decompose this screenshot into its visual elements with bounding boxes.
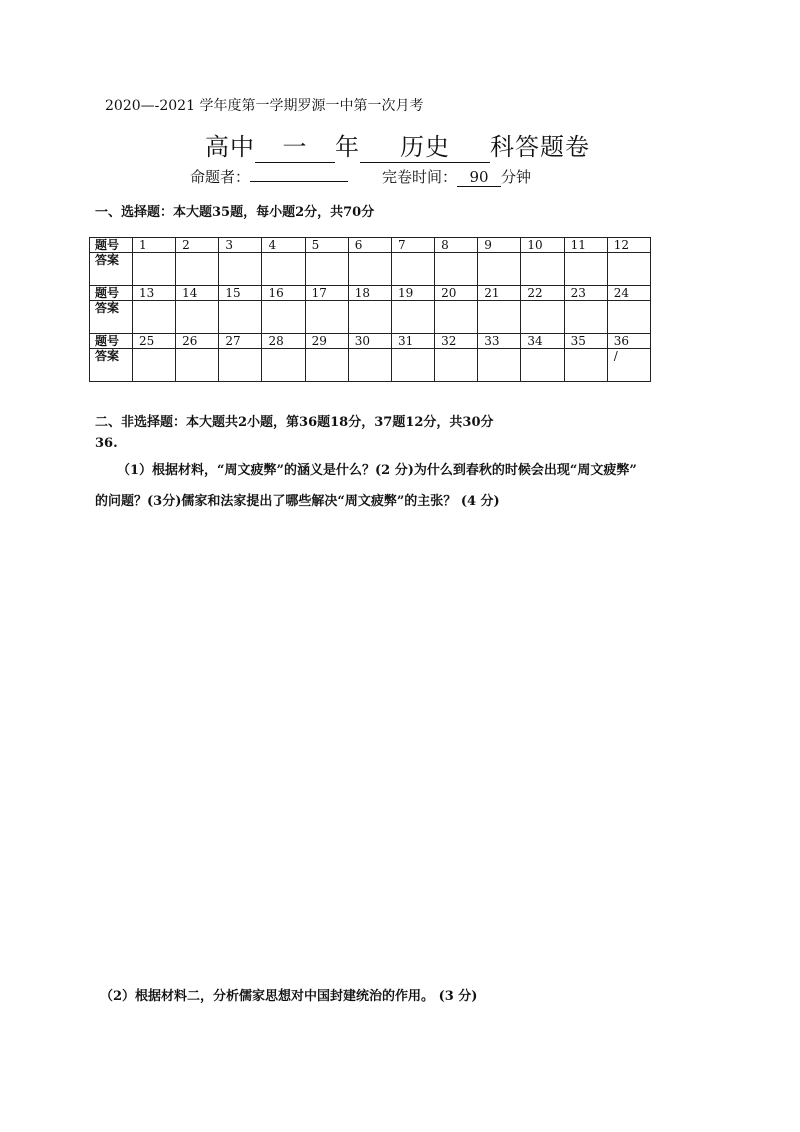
question-36-part1-text: （1）根据材料，“周文疲弊”的涵义是什么？(2 分)为什么到春秋的时候会出现“周文疲弊” (117, 463, 637, 478)
question-number-cell: 27 (219, 334, 262, 349)
page-title (205, 127, 590, 163)
answer-cell[interactable] (435, 253, 478, 286)
question-number-cell: 20 (435, 286, 478, 301)
answer-cell[interactable] (478, 349, 521, 382)
answer-cell[interactable] (478, 301, 521, 334)
question-36-part1-text-cont: 的问题？(3分)儒家和法家提出了哪些解决“周文疲弊”的主张？ (4 分) (95, 494, 500, 509)
question-number-cell: 31 (391, 334, 434, 349)
grid-number-row (90, 334, 651, 349)
question-number-cell: 8 (435, 238, 478, 253)
question-number-cell: 16 (262, 286, 305, 301)
section-1-heading: 一、选择题：本大题35题，每小题2分，共70分 (95, 205, 375, 220)
question-number-cell: 35 (564, 334, 607, 349)
answer-cell[interactable] (564, 301, 607, 334)
question-number-cell: 28 (262, 334, 305, 349)
grid-number-row (90, 286, 651, 301)
answer-cell[interactable] (348, 253, 391, 286)
question-number-cell: 29 (305, 334, 348, 349)
question-number-cell: 19 (391, 286, 434, 301)
answer-cell[interactable] (391, 253, 434, 286)
answer-label: 答案 (90, 301, 133, 334)
answer-cell[interactable] (262, 253, 305, 286)
answer-grid (89, 237, 651, 382)
question-number-cell: 21 (478, 286, 521, 301)
question-number-cell: 11 (564, 238, 607, 253)
question-number-cell: 12 (607, 238, 650, 253)
answer-cell[interactable] (305, 349, 348, 382)
answer-label: 答案 (90, 349, 133, 382)
answer-cell[interactable] (219, 301, 262, 334)
author-field (250, 181, 348, 182)
answer-cell[interactable] (607, 301, 650, 334)
question-number-cell: 18 (348, 286, 391, 301)
grid-answer-row (90, 349, 651, 382)
grade-field: 一 (255, 134, 335, 163)
answer-cell[interactable] (305, 301, 348, 334)
answer-label: 答案 (90, 253, 133, 286)
answer-cell[interactable] (435, 349, 478, 382)
question-number-cell: 9 (478, 238, 521, 253)
answer-cell[interactable] (564, 253, 607, 286)
question-number-cell: 14 (176, 286, 219, 301)
question-number-cell: 3 (219, 238, 262, 253)
question-number-cell: 22 (521, 286, 564, 301)
title-suffix: 科答题卷 (490, 133, 590, 161)
answer-cell[interactable] (133, 349, 176, 382)
question-number-label: 题号 (90, 334, 133, 349)
title-year: 年 (335, 133, 360, 161)
subject-field: 历史 (360, 134, 490, 163)
answer-cell[interactable] (521, 349, 564, 382)
answer-cell[interactable] (435, 301, 478, 334)
answer-cell[interactable] (176, 253, 219, 286)
question-number-cell: 36 (607, 334, 650, 349)
answer-cell[interactable] (564, 349, 607, 382)
answer-cell[interactable] (521, 301, 564, 334)
grid-number-row (90, 238, 651, 253)
title-prefix: 高中 (205, 133, 255, 161)
answer-cell[interactable] (176, 301, 219, 334)
answer-cell[interactable] (133, 253, 176, 286)
time-field: 90 (457, 169, 501, 187)
answer-cell[interactable] (133, 301, 176, 334)
question-number-cell: 10 (521, 238, 564, 253)
question-number-cell: 25 (133, 334, 176, 349)
answer-cell[interactable] (391, 301, 434, 334)
answer-cell[interactable]: / (607, 349, 650, 382)
answer-cell[interactable] (219, 349, 262, 382)
question-number-cell: 34 (521, 334, 564, 349)
question-number-cell: 23 (564, 286, 607, 301)
question-number-label: 题号 (90, 286, 133, 301)
answer-cell[interactable] (478, 253, 521, 286)
question-number-cell: 7 (391, 238, 434, 253)
question-number-cell: 2 (176, 238, 219, 253)
answer-cell[interactable] (262, 349, 305, 382)
answer-cell[interactable] (391, 349, 434, 382)
answer-cell[interactable] (348, 301, 391, 334)
answer-cell[interactable] (176, 349, 219, 382)
question-number-cell: 30 (348, 334, 391, 349)
question-number-cell: 17 (305, 286, 348, 301)
answer-cell[interactable] (262, 301, 305, 334)
question-number-cell: 32 (435, 334, 478, 349)
question-number-cell: 4 (262, 238, 305, 253)
time-unit: 分钟 (501, 168, 532, 186)
question-number-cell: 26 (176, 334, 219, 349)
question-number-cell: 1 (133, 238, 176, 253)
question-36-number: 36. (95, 436, 118, 451)
exam-meta-row (190, 166, 531, 187)
answer-cell[interactable] (305, 253, 348, 286)
question-36-part2-text: （2）根据材料二，分析儒家思想对中国封建统治的作用。 (3 分) (100, 989, 478, 1004)
question-number-cell: 6 (348, 238, 391, 253)
question-number-cell: 24 (607, 286, 650, 301)
exam-header: 2020—-2021 学年度第一学期罗源一中第一次月考 (105, 98, 424, 114)
question-number-cell: 15 (219, 286, 262, 301)
answer-cell[interactable] (521, 253, 564, 286)
question-number-label: 题号 (90, 238, 133, 253)
question-number-cell: 13 (133, 286, 176, 301)
question-number-cell: 5 (305, 238, 348, 253)
section-2-heading: 二、非选择题：本大题共2小题，第36题18分，37题12分，共30分 (95, 415, 494, 430)
answer-cell[interactable] (348, 349, 391, 382)
answer-cell[interactable] (607, 253, 650, 286)
time-label: 完卷时间： (382, 168, 458, 186)
answer-cell[interactable] (219, 253, 262, 286)
author-label: 命题者： (190, 168, 251, 186)
grid-answer-row (90, 253, 651, 286)
grid-answer-row (90, 301, 651, 334)
question-number-cell: 33 (478, 334, 521, 349)
